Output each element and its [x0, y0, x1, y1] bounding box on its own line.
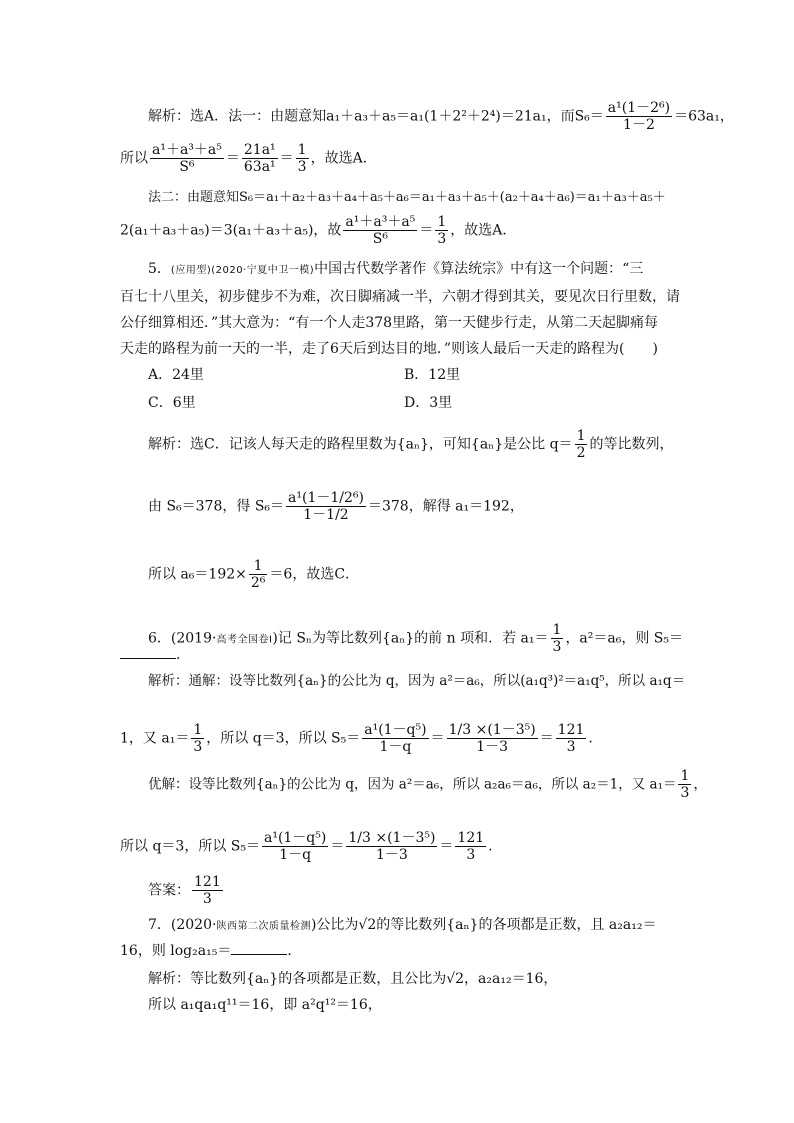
question-line: [120, 286, 680, 308]
text: ．: [287, 943, 302, 959]
numerator: a¹(1－1/2⁶): [288, 490, 364, 506]
numerator: 121: [457, 830, 485, 846]
denominator: 3: [552, 639, 562, 655]
denominator: 1－3: [375, 847, 408, 863]
solution-line: 所以 q＝3，所以 S₅＝ $\frac{\text{a¹(1－q⁵)}}{1-q}$ ＝ $\frac{\text{1/3 ×(1－3⁵)}}{1-3}$ ＝ $\frac{121}{3}$ .: [120, 830, 493, 863]
answer-blank[interactable]: [231, 940, 287, 955]
text: 公仔细算相还．”其大意为：“有一个人走378里路，第一天健步行走，从第二天起脚痛每: [120, 315, 659, 331]
solution-line: [148, 490, 708, 523]
text: 解析：选A．法一：由题意知a₁＋a₃＋a₅＝a₁(1＋2²＋2⁴)＝21a₁，而S₆＝: [148, 108, 604, 125]
solution-line: 1，又 a₁＝ $\frac{1}{3}$ ，所以 q＝3，所以 S₅＝ $\frac{\text{a¹(1－q⁵)}}{1-q}$ ＝ $\frac{\text{1/3 ×(1－3⁵)}}{1-3}$ ＝ $\frac{121}{3}$ .: [120, 722, 593, 755]
denominator: 2⁶: [250, 575, 266, 591]
question-source: 高考全国卷Ⅰ: [216, 634, 273, 646]
numerator: a¹(1－2⁶): [607, 100, 671, 116]
text: 的等比数列，: [589, 436, 674, 453]
numerator: 1: [297, 142, 307, 158]
text: ，故选A．: [450, 222, 517, 239]
question-7: [148, 914, 708, 938]
solution-line: [148, 994, 708, 1016]
text: 解析：选C．记该人每天走的路程里数为{aₙ}，可知{aₙ}是公比 q＝: [148, 436, 573, 453]
option-c: C．6里: [148, 395, 196, 411]
fraction: [447, 722, 538, 755]
fraction: [435, 214, 448, 247]
fraction: [678, 768, 691, 801]
text: 所以: [120, 150, 148, 167]
question-line: [120, 940, 680, 962]
fraction: [362, 722, 428, 755]
text: )公比为√2的等比数列{aₙ}的各项都是正数，且 a₂a₁₂＝: [310, 917, 657, 933]
question-source: 陕西第二次质量检测: [216, 921, 311, 932]
option-a: A．24里: [148, 367, 204, 383]
denominator: 1－q: [279, 847, 312, 863]
fraction: [343, 214, 417, 247]
fraction: [575, 428, 588, 461]
text: 2(a₁＋a₃＋a₅)＝3(a₁＋a₃＋a₅)，故: [120, 222, 342, 239]
numerator: 1: [680, 768, 690, 784]
text: 所以 a₆＝192×: [148, 566, 247, 583]
answer-label: 答案：: [148, 882, 190, 899]
option-d: D．3里: [404, 395, 453, 411]
numerator: a¹＋a³＋a⁵: [345, 214, 416, 230]
text: ，故选A．: [310, 150, 377, 167]
numerator: a¹(1－q⁵): [263, 830, 327, 846]
text: ＝63a₁，: [674, 108, 734, 125]
fraction: [150, 142, 224, 175]
numerator: 1/3 ×(1－3⁵): [348, 830, 436, 846]
text: 百七十八里关，初步健步不为难，次日脚痛减一半，六朝才得到其关，要见次日行里数，请: [120, 289, 680, 305]
denominator: 3: [437, 231, 447, 247]
denominator: 3: [566, 739, 576, 755]
numerator: 21a¹: [243, 142, 276, 158]
numerator: 1: [552, 622, 562, 638]
numerator: 1: [576, 428, 586, 444]
fraction: [606, 100, 672, 133]
text: 7．(2020·: [148, 917, 217, 933]
solution-line: [148, 100, 734, 133]
solution-line: [148, 558, 708, 591]
text: ，所以 q＝3，所以 S₅＝: [206, 730, 361, 747]
question-line: [120, 312, 680, 334]
text: ．: [176, 647, 190, 663]
solution-line: [148, 186, 708, 209]
fraction: [192, 874, 223, 907]
fraction: [296, 142, 309, 175]
question-tag: (应用型): [170, 265, 212, 276]
solution-line: 2(a₁＋a₃＋a₅)＝3(a₁＋a₃＋a₅)，故 $\frac{\text{a¹＋a³＋a⁵}}{\text{S⁶}}$ ＝ $\frac{1}{3}$ ，故选A．: [120, 214, 517, 247]
numerator: 1: [193, 722, 203, 738]
fraction: [262, 830, 328, 863]
denominator: 2: [576, 445, 586, 461]
text: 天走的路程为前一天的一半，走了6天后到达目的地．”则该人最后一天走的路程为( ): [120, 341, 658, 357]
text: 由 S₆＝378，得 S₆＝: [148, 498, 285, 515]
fraction: [242, 142, 278, 175]
denominator: 3: [466, 847, 476, 863]
fraction: [556, 722, 587, 755]
denominator: S⁶: [372, 231, 388, 247]
text: 解析：通解：设等比数列{aₙ}的公比为 q，因为 a²＝a₆，所以(a₁q³)²＝a₁q⁵，所以 a₁q＝: [148, 673, 686, 689]
text: 法二：由题意知S₆＝a₁＋a₂＋a₃＋a₄＋a₅＋a₆＝a₁＋a₃＋a₅＋(a₂＋a₄＋a₆)＝a₁＋a₃＋a₅＋: [148, 190, 666, 205]
denominator: 1－2: [623, 117, 655, 133]
answer-line: [148, 874, 708, 907]
text: 解析：等比数列{aₙ}的各项都是正数，且公比为√2，a₂a₁₂＝16，: [148, 971, 558, 987]
denominator: 3: [202, 891, 212, 907]
numerator: 1: [249, 558, 268, 575]
option-b: B．12里: [404, 367, 461, 383]
text: 中国古代数学著作《算法统宗》中有这一个问题：“三: [314, 261, 644, 277]
text: 所以 q＝3，所以 S₅＝: [120, 838, 260, 855]
fraction: [249, 558, 268, 591]
text: )记 Sₙ为等比数列{aₙ}的前 n 项和．若 a₁＝: [272, 630, 549, 647]
solution-line: 所以 $\frac{\text{a¹＋a³＋a⁵}}{\text{S⁶}}$ ＝ $\frac{\text{21a¹}}{\text{63a¹}}$ ＝ $\frac{1}{3}$ ，故选A．: [120, 142, 377, 175]
question-line: [120, 338, 680, 360]
text: 优解：设等比数列{aₙ}的公比为 q，因为 a²＝a₆，所以 a₂a₆＝a₆，所以 a₂＝1，又 a₁＝: [148, 776, 677, 793]
solution-line: [148, 768, 708, 801]
numerator: 1: [437, 214, 447, 230]
numerator: a¹＋a³＋a⁵: [152, 142, 222, 158]
solution-line: [148, 428, 708, 461]
text: ，a²＝a₆，则 S₅＝: [565, 630, 684, 647]
answer-blank[interactable]: [120, 644, 176, 659]
numerator: 1/3 ×(1－3⁵): [448, 722, 536, 738]
denominator: 3: [297, 159, 307, 175]
numerator: 121: [557, 722, 585, 738]
answer-blank-line: [120, 644, 680, 666]
denominator: 63a¹: [243, 159, 276, 175]
solution-line: [148, 968, 708, 990]
fraction: [455, 830, 486, 863]
numerator: a¹(1－q⁵): [364, 722, 427, 738]
text: 16，则 log₂a₁₅＝: [120, 943, 232, 959]
text: ＝378，解得 a₁＝192，: [367, 498, 524, 515]
solution-line: [148, 670, 708, 692]
question-number: 5．: [148, 261, 171, 277]
fraction: [191, 722, 204, 755]
denominator: 1－q: [379, 739, 412, 755]
numerator: 121: [194, 874, 221, 890]
denominator: S⁶: [179, 159, 195, 175]
denominator: 1－1/2: [303, 507, 349, 523]
text: ，: [693, 776, 708, 793]
question-source: (2020·宁夏中卫一模): [211, 265, 315, 276]
fraction: [286, 490, 366, 523]
denominator: 3: [680, 785, 690, 801]
denominator: 1－3: [476, 739, 509, 755]
text: 6．(2019·: [148, 630, 217, 647]
question-5: [148, 258, 708, 282]
denominator: 3: [193, 739, 203, 755]
text: ＝6，故选C．: [269, 566, 360, 583]
fraction: [346, 830, 437, 863]
text: 1，又 a₁＝: [120, 730, 190, 747]
text: 所以 a₁qa₁q¹¹＝16，即 a²q¹²＝16，: [148, 997, 382, 1013]
